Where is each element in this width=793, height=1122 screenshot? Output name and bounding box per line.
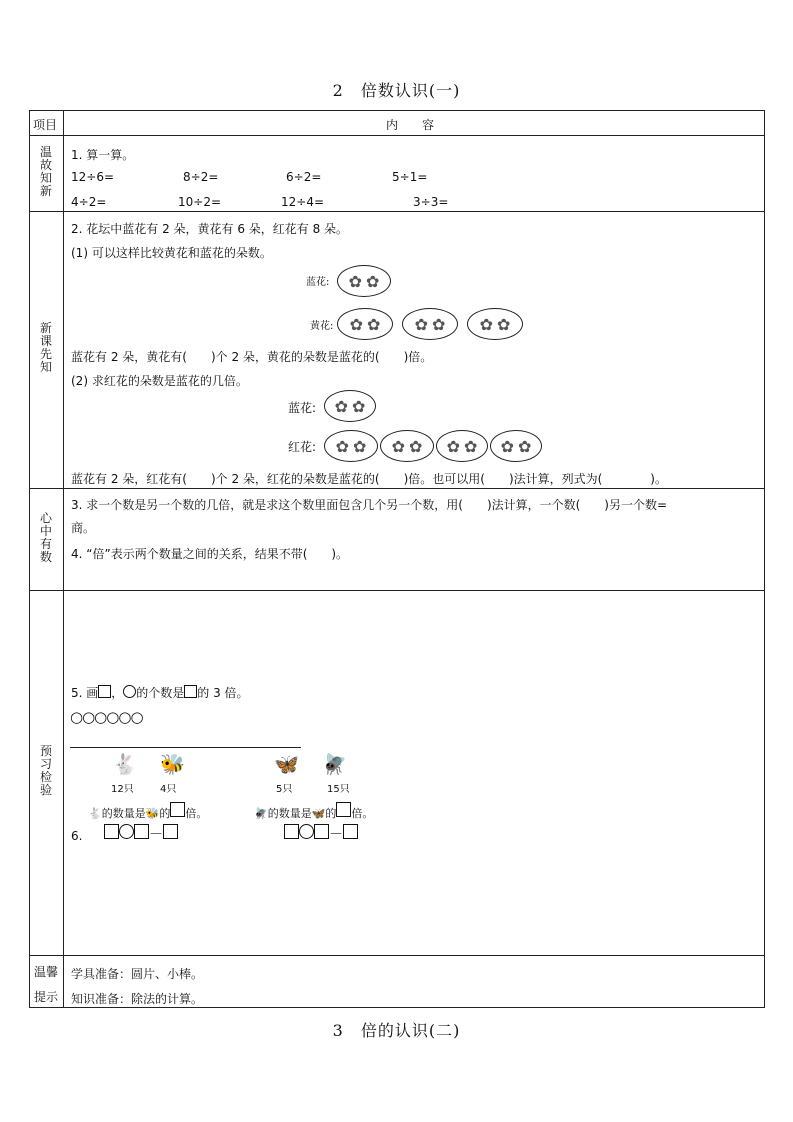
circle-icon	[123, 685, 136, 698]
flower-icon: ✿	[500, 436, 514, 456]
next-lesson-title: 3 倍的认识(二)	[332, 1021, 461, 1040]
label-review: 温 故 知 新	[39, 145, 52, 198]
header-item: 项目	[33, 118, 58, 132]
red-flower-group	[324, 430, 378, 462]
row-divider	[29, 955, 765, 956]
question-4: 4. “倍”表示两个数量之间的关系，结果不带( )。	[71, 547, 349, 561]
count-label: 5只	[276, 784, 293, 795]
label-tips-2: 提示	[33, 990, 58, 1004]
label-tips-1: 温馨	[33, 965, 58, 979]
question-3-cont: 商。	[71, 521, 96, 535]
flower-icon: ✿	[352, 396, 366, 416]
answer-box[interactable]	[284, 824, 299, 839]
blue-flower-label: 蓝花:	[306, 277, 330, 288]
answer-box[interactable]	[314, 824, 329, 839]
yellow-flower-group	[337, 308, 393, 340]
bee-icon: 🐝	[145, 807, 160, 820]
flower-icon: ✿	[518, 436, 532, 456]
label-new: 新 课 先 知	[39, 321, 52, 374]
tip-knowledge: 知识准备：除法的计算。	[71, 992, 204, 1006]
bee-icon: 🐝	[160, 752, 185, 776]
butterfly-icon: 🦋	[274, 752, 299, 776]
question-6: 6.	[71, 829, 83, 843]
count-label: 15只	[327, 784, 350, 795]
square-icon	[98, 685, 111, 698]
answer-box[interactable]	[343, 824, 358, 839]
flower-icon: ✿	[367, 314, 381, 334]
operator-circle[interactable]	[299, 824, 314, 839]
flower-icon: ✿	[479, 314, 493, 334]
calc-item: 5÷1=	[392, 170, 428, 184]
header-content: 内 容	[386, 118, 435, 132]
question-1: 1. 算一算。	[71, 148, 135, 162]
answer-box[interactable]	[170, 802, 185, 817]
label-preview: 预 习 检 验	[39, 744, 52, 797]
question-2-2: (2) 求红花的朵数是蓝花的几倍。	[71, 374, 248, 388]
calc-item: 12÷6=	[71, 170, 115, 184]
flower-icon: ✿	[366, 271, 380, 291]
answer-line-1: 蓝花有 2 朵，黄花有( )个 2 朵，黄花的朵数是蓝花的( )倍。	[71, 350, 433, 364]
red-flower-label: 红花:	[288, 440, 317, 454]
flower-icon: ✿	[464, 436, 478, 456]
row-divider	[29, 590, 765, 591]
label-heart: 心 中 有 数	[39, 511, 52, 564]
flower-icon: ✿	[353, 436, 367, 456]
butterfly-icon: 🦋	[311, 807, 326, 820]
question-2-1: (1) 可以这样比较黄花和蓝花的朵数。	[71, 246, 272, 260]
question-2: 2. 花坛中蓝花有 2 朵，黄花有 6 朵，红花有 8 朵。	[71, 222, 349, 236]
red-flower-group	[380, 430, 434, 462]
answer-box[interactable]	[336, 802, 351, 817]
circle-row: ○○○○○○	[70, 708, 143, 726]
sentence-right: 🪰的数量是🦋的 倍。	[254, 802, 373, 821]
calc-item: 6÷2=	[286, 170, 322, 184]
yellow-flower-group	[402, 308, 458, 340]
answer-box[interactable]	[134, 824, 149, 839]
blue-flower-group	[324, 390, 376, 422]
yellow-flower-label: 黄花:	[310, 321, 334, 332]
flower-icon: ✿	[335, 436, 349, 456]
flower-icon: ✿	[414, 314, 428, 334]
rabbit-icon: 🐇	[112, 752, 137, 776]
red-flower-group	[490, 430, 542, 462]
red-flower-group	[436, 430, 488, 462]
sentence-left: 🐇的数量是🐝的 倍。	[88, 802, 207, 821]
answer-box[interactable]	[104, 824, 119, 839]
flower-icon: ✿	[497, 314, 511, 334]
calc-item: 4÷2=	[71, 195, 107, 209]
row-divider	[29, 135, 765, 136]
equation-left: －	[104, 824, 178, 844]
equation-right: －	[284, 824, 358, 844]
tip-tools: 学具准备：圆片、小棒。	[71, 967, 204, 981]
page-title: 2 倍数认识(一)	[332, 81, 461, 100]
question-5: 5. 画 ， 的个数是 的 3 倍。	[71, 686, 249, 700]
row-divider	[29, 211, 765, 212]
flower-icon: ✿	[348, 271, 362, 291]
count-label: 4只	[160, 784, 177, 795]
answer-box[interactable]	[163, 824, 178, 839]
dragonfly-icon: 🪰	[254, 807, 268, 820]
answer-line-2: 蓝花有 2 朵，红花有( )个 2 朵，红花的朵数是蓝花的( )倍。也可以用( )法计算，列式为( )。	[71, 472, 667, 486]
dragonfly-icon: 🪰	[322, 752, 347, 776]
answer-line	[70, 747, 301, 748]
flower-icon: ✿	[334, 396, 348, 416]
flower-icon: ✿	[432, 314, 446, 334]
row-divider	[29, 488, 765, 489]
operator-circle[interactable]	[119, 824, 134, 839]
calc-item: 8÷2=	[183, 170, 219, 184]
yellow-flower-group	[467, 308, 523, 340]
flower-icon: ✿	[446, 436, 460, 456]
count-label: 12只	[111, 784, 134, 795]
blue-flower-label-2: 蓝花:	[288, 401, 317, 415]
calc-item: 12÷4=	[281, 195, 325, 209]
flower-icon: ✿	[349, 314, 363, 334]
calc-item: 3÷3=	[413, 195, 449, 209]
square-icon	[184, 685, 197, 698]
flower-icon: ✿	[409, 436, 423, 456]
blue-flower-group	[337, 265, 391, 297]
rabbit-icon: 🐇	[88, 807, 102, 820]
question-3: 3. 求一个数是另一个数的几倍，就是求这个数里面包含几个另一个数，用( )法计算，一个数( )另一个数=	[71, 498, 668, 512]
calc-item: 10÷2=	[178, 195, 222, 209]
column-divider	[63, 110, 64, 1008]
flower-icon: ✿	[391, 436, 405, 456]
